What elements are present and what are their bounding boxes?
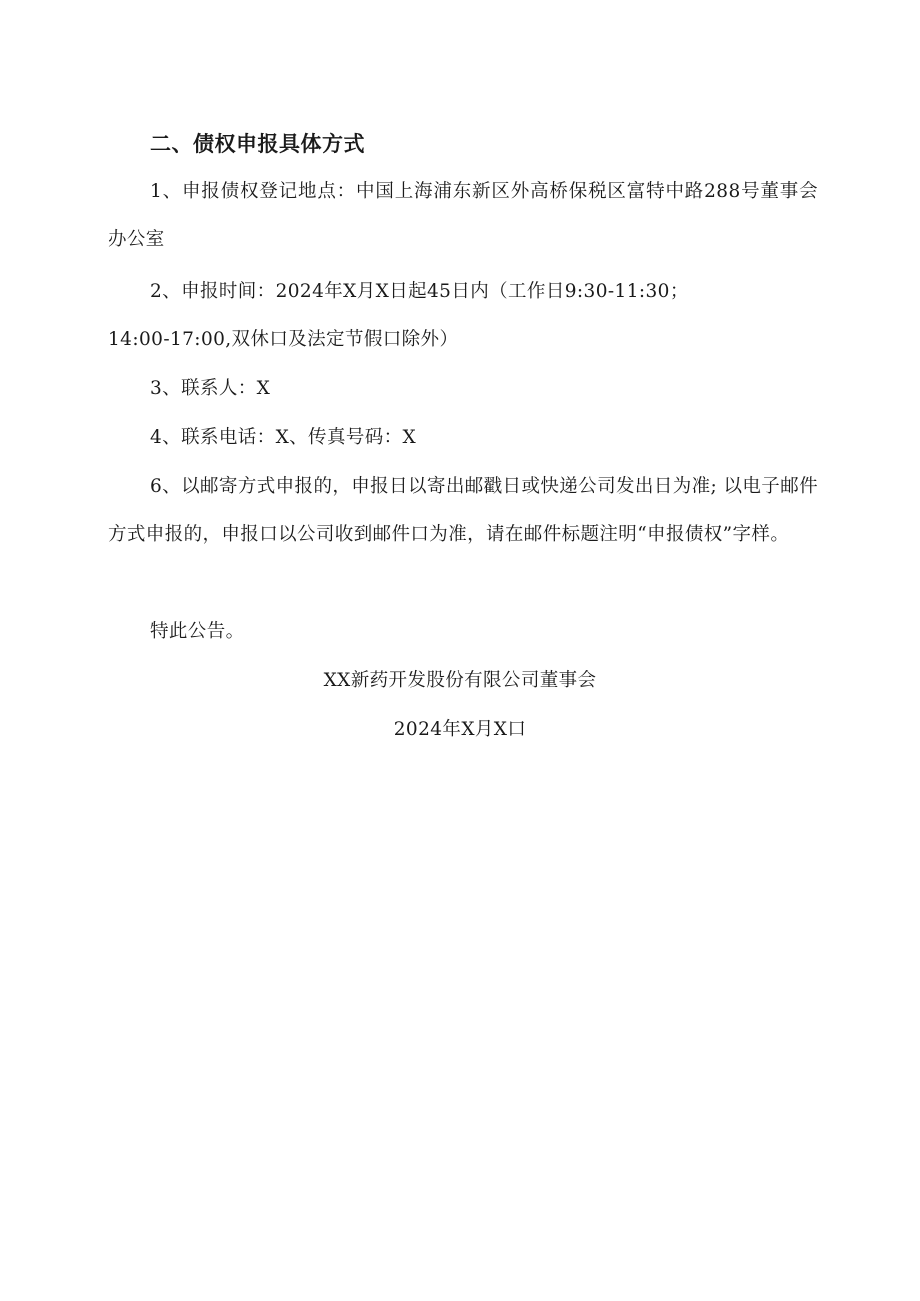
closing-notice: 特此公告。 (150, 621, 245, 642)
address-paragraph: 1、申报债权登记地点：中国上海浦东新区外高桥保税区富特中路288号董事会办公室 (108, 181, 818, 250)
company-signature: XX新药开发股份有限公司董事会 (323, 670, 597, 691)
time-line-1: 2、申报时间：2024年X月X日起45日内（工作日9:30-11:30； (150, 281, 689, 302)
phone-paragraph: 4、联系电话：X、传真号码：X (150, 427, 417, 448)
time-line-2: 14:00-17:00,双休口及法定节假口除外） (108, 329, 459, 350)
signature-date: 2024年X月X口 (393, 719, 527, 740)
mail-paragraph: 6、以邮寄方式申报的，申报日以寄出邮戳日或快递公司发出日为准; 以电子邮件方式申报的，申报口以公司收到邮件口为准，请在邮件标题注明“申报债权”字样。 (108, 476, 818, 545)
contact-paragraph: 3、联系人：X (150, 378, 271, 399)
section-heading: 二、债权申报具体方式 (150, 132, 365, 156)
